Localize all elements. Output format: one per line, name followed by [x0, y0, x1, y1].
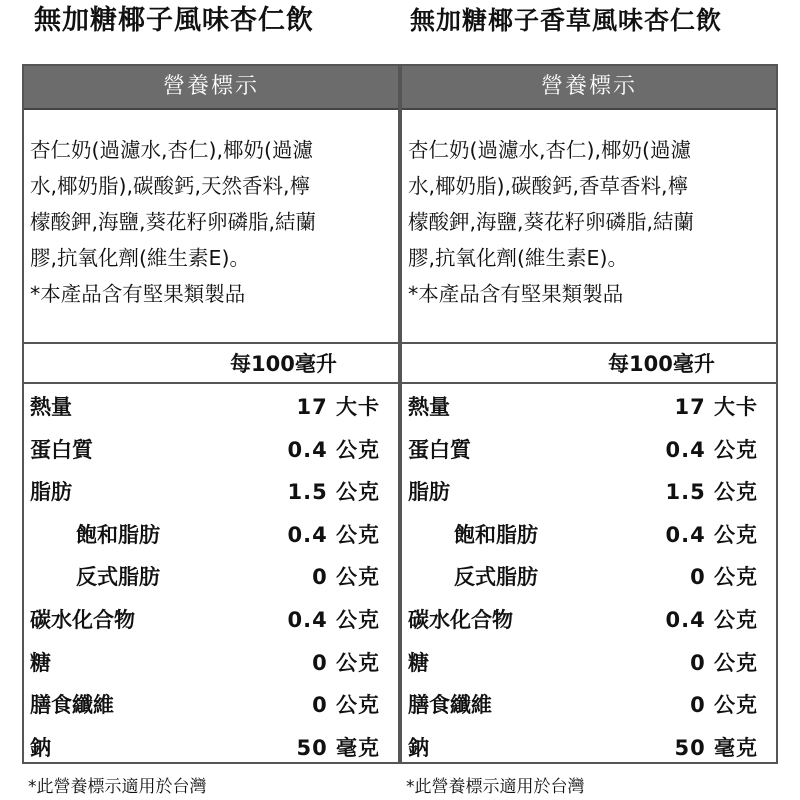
- panel-header: 營養標示: [402, 66, 776, 110]
- nutrient-name: 脂肪: [30, 480, 72, 505]
- nutrient-row-carbohydrate: [402, 599, 776, 642]
- nutrient-name: 熱量: [408, 395, 450, 419]
- ingredients-block: [24, 110, 398, 344]
- nutrient-name: 蛋白質: [30, 437, 93, 462]
- nutrient-row-sodium: [24, 727, 398, 770]
- nutrient-name: 糖: [408, 650, 429, 675]
- nutrient-table: [402, 384, 776, 769]
- nutrient-value: 0 公克: [312, 650, 380, 675]
- ingredient-line: 檬酸鉀,海鹽,葵花籽卵磷脂,結蘭: [30, 210, 317, 234]
- product-title-right: 無加糖椰子香草風味杏仁飲: [410, 6, 723, 35]
- nutrition-panel-right: [400, 64, 778, 764]
- nutrient-row-sugar: [402, 642, 776, 685]
- nutrient-row-fat: [24, 471, 398, 514]
- nutrient-name: 飽和脂肪: [454, 522, 538, 547]
- ingredient-line: 水,椰奶脂),碳酸鈣,天然香料,檸: [30, 174, 311, 198]
- nutrient-name: 蛋白質: [408, 437, 471, 462]
- nutrient-row-carbohydrate: [24, 599, 398, 642]
- nutrient-value: 0.4 公克: [287, 522, 380, 547]
- nutrient-row-protein: [24, 429, 398, 472]
- nutrient-row-energy: [24, 386, 398, 429]
- nutrient-value: 0.4 公克: [665, 522, 758, 547]
- nutrient-name: 反式脂肪: [454, 565, 538, 590]
- footnote-left: *此營養標示適用於台灣: [28, 777, 207, 797]
- nutrient-name: 飽和脂肪: [76, 522, 160, 547]
- ingredient-line: 杏仁奶(過濾水,杏仁),椰奶(過濾: [30, 138, 314, 162]
- nutrient-name: 反式脂肪: [76, 565, 160, 590]
- nutrient-value: 1.5 公克: [665, 480, 758, 505]
- ingredient-line: 膠,抗氧化劑(維生素E)。: [408, 246, 628, 270]
- nutrient-row-sugar: [24, 642, 398, 685]
- nutrient-row-saturated-fat: [24, 514, 398, 557]
- per-serving-label: 每100毫升: [24, 344, 398, 384]
- nutrient-name: 熱量: [30, 395, 72, 419]
- nutrient-table: [24, 384, 398, 769]
- nutrient-row-saturated-fat: [402, 514, 776, 557]
- nutrient-name: 脂肪: [408, 480, 450, 505]
- nutrient-value: 17 大卡: [296, 395, 380, 419]
- product-title-left: 無加糖椰子風味杏仁飲: [34, 5, 314, 36]
- nutrient-value: 0.4 公克: [665, 607, 758, 632]
- nutrient-value: 0 公克: [690, 650, 758, 675]
- nutrient-value: 0.4 公克: [665, 437, 758, 462]
- nutrient-value: 0 公克: [690, 565, 758, 590]
- nutrient-value: 17 大卡: [674, 395, 758, 419]
- ingredient-line: 檬酸鉀,海鹽,葵花籽卵磷脂,結蘭: [408, 210, 695, 234]
- nutrient-value: 1.5 公克: [287, 480, 380, 505]
- panel-header: 營養標示: [24, 66, 398, 110]
- nutrient-row-trans-fat: [402, 556, 776, 599]
- nutrient-name: 膳食纖維: [30, 693, 114, 718]
- nutrient-name: 碳水化合物: [408, 607, 513, 632]
- nutrient-row-energy: [402, 386, 776, 429]
- nutrient-row-protein: [402, 429, 776, 472]
- nutrient-name: 膳食纖維: [408, 693, 492, 718]
- allergen-note: *本產品含有堅果類製品: [30, 282, 246, 306]
- per-serving-label: 每100毫升: [402, 344, 776, 384]
- nutrient-row-trans-fat: [24, 556, 398, 599]
- ingredient-line: 水,椰奶脂),碳酸鈣,香草香料,檸: [408, 174, 689, 198]
- nutrient-name: 糖: [30, 650, 51, 675]
- footnote-right: *此營養標示適用於台灣: [406, 777, 585, 797]
- nutrient-value: 50 毫克: [296, 735, 380, 760]
- nutrient-name: 碳水化合物: [30, 607, 135, 632]
- nutrition-panel-left: [22, 64, 400, 764]
- nutrient-value: 0 公克: [312, 693, 380, 718]
- nutrient-value: 0 公克: [312, 565, 380, 590]
- nutrient-value: 0 公克: [690, 693, 758, 718]
- nutrient-row-fiber: [24, 684, 398, 727]
- ingredient-line: 杏仁奶(過濾水,杏仁),椰奶(過濾: [408, 138, 692, 162]
- nutrient-name: 鈉: [408, 735, 429, 760]
- nutrient-value: 0.4 公克: [287, 437, 380, 462]
- nutrient-value: 50 毫克: [674, 735, 758, 760]
- allergen-note: *本產品含有堅果類製品: [408, 282, 624, 306]
- nutrient-name: 鈉: [30, 735, 51, 760]
- nutrient-value: 0.4 公克: [287, 607, 380, 632]
- nutrient-row-sodium: [402, 727, 776, 770]
- nutrient-row-fiber: [402, 684, 776, 727]
- ingredients-block: [402, 110, 776, 344]
- ingredient-line: 膠,抗氧化劑(維生素E)。: [30, 246, 250, 270]
- nutrient-row-fat: [402, 471, 776, 514]
